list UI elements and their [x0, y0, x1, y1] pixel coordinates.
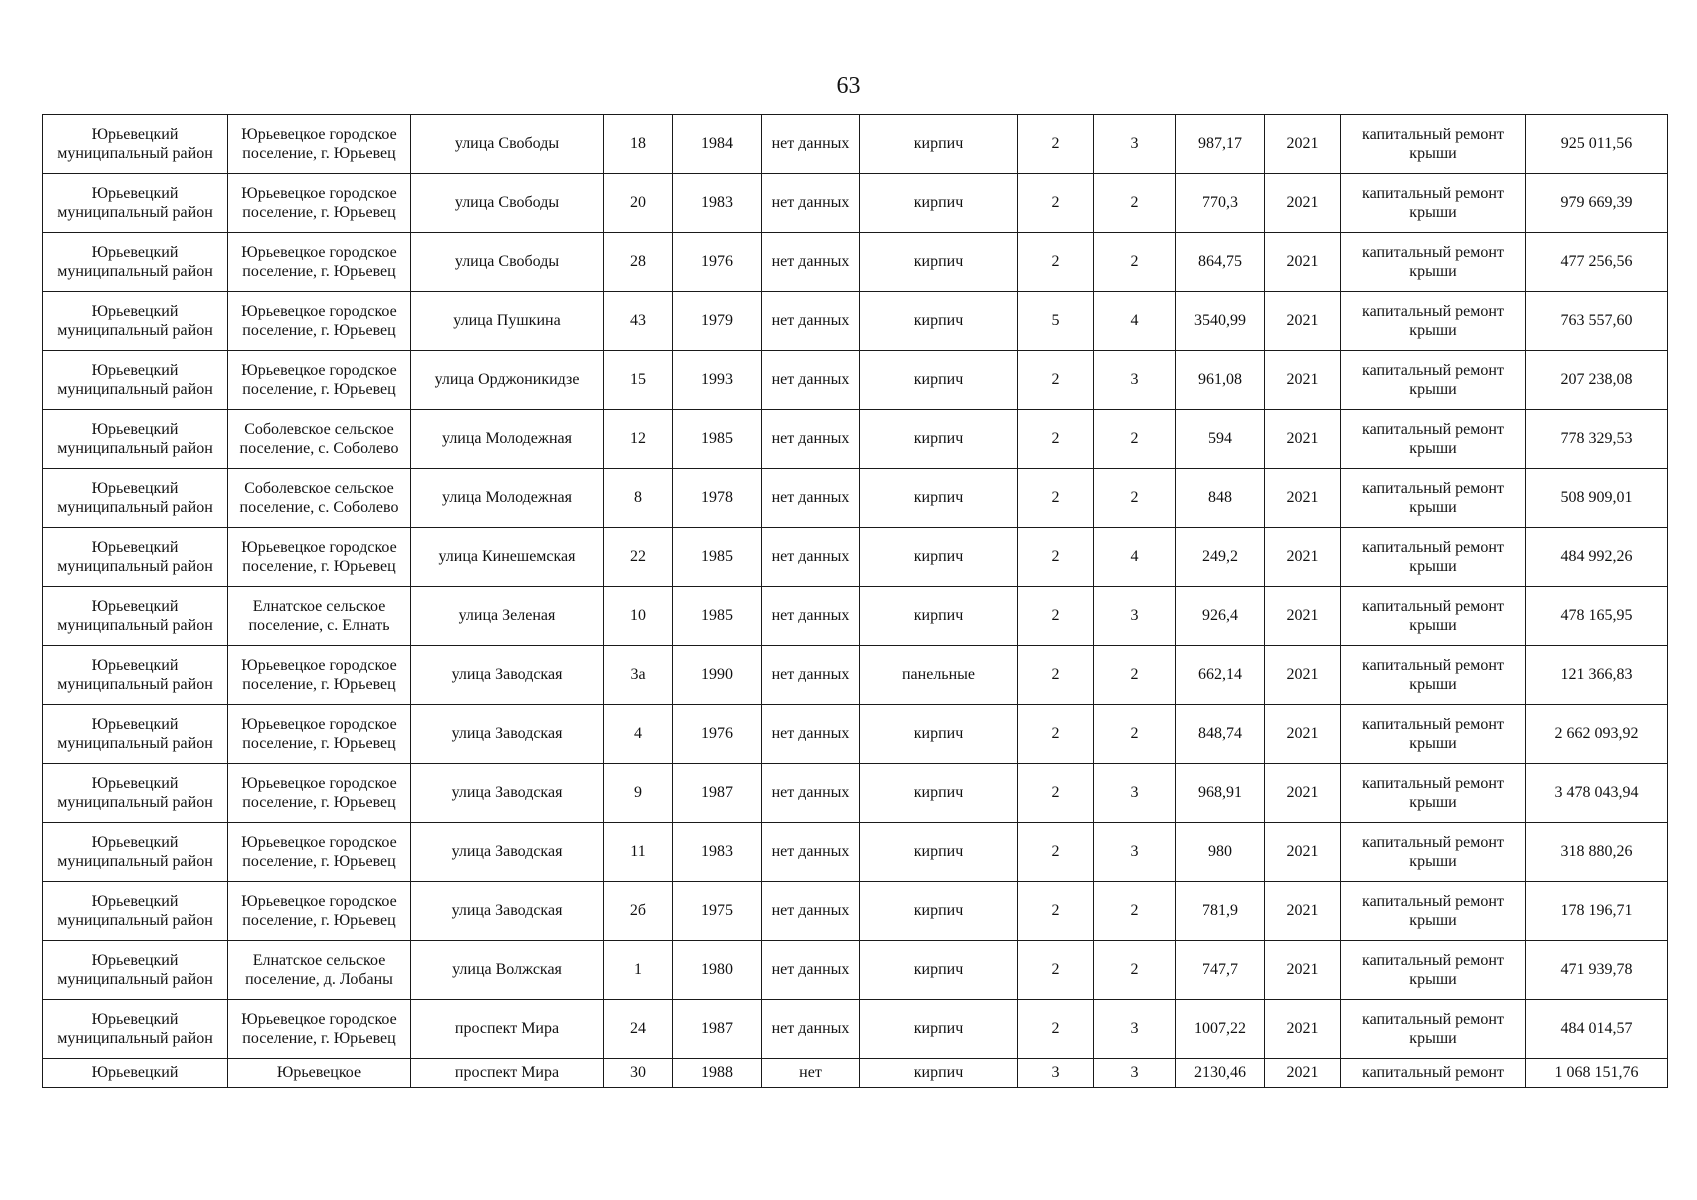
entrances-cell: 2	[1094, 882, 1176, 941]
floors-cell: 2	[1018, 941, 1094, 1000]
cost-cell: 484 992,26	[1526, 528, 1668, 587]
area-cell: 926,4	[1176, 587, 1265, 646]
area-cell: 848	[1176, 469, 1265, 528]
plan-year-cell: 2021	[1265, 587, 1341, 646]
plan-year-cell: 2021	[1265, 351, 1341, 410]
street-cell: улица Кинешемская	[411, 528, 604, 587]
table-row	[43, 882, 1668, 941]
house-number-cell: 43	[604, 292, 673, 351]
year-repair-cell: нет	[762, 1059, 860, 1088]
wall-material-cell: кирпич	[860, 351, 1018, 410]
entrances-cell: 3	[1094, 764, 1176, 823]
work-type-cell: капитальный ремонт крыши	[1341, 705, 1526, 764]
plan-year-cell: 2021	[1265, 410, 1341, 469]
year-built-cell: 1978	[673, 469, 762, 528]
district-cell: Юрьевецкий муниципальный район	[43, 410, 228, 469]
year-built-cell: 1990	[673, 646, 762, 705]
year-repair-cell: нет данных	[762, 233, 860, 292]
area-cell: 662,14	[1176, 646, 1265, 705]
wall-material-cell: кирпич	[860, 823, 1018, 882]
year-built-cell: 1979	[673, 292, 762, 351]
house-number-cell: 18	[604, 115, 673, 174]
plan-year-cell: 2021	[1265, 823, 1341, 882]
area-cell: 968,91	[1176, 764, 1265, 823]
area-cell: 594	[1176, 410, 1265, 469]
district-cell: Юрьевецкий муниципальный район	[43, 115, 228, 174]
plan-year-cell: 2021	[1265, 882, 1341, 941]
year-repair-cell: нет данных	[762, 705, 860, 764]
house-number-cell: 11	[604, 823, 673, 882]
entrances-cell: 2	[1094, 410, 1176, 469]
area-cell: 848,74	[1176, 705, 1265, 764]
floors-cell: 2	[1018, 115, 1094, 174]
wall-material-cell: кирпич	[860, 705, 1018, 764]
entrances-cell: 3	[1094, 587, 1176, 646]
street-cell: улица Орджоникидзе	[411, 351, 604, 410]
wall-material-cell: кирпич	[860, 174, 1018, 233]
plan-year-cell: 2021	[1265, 1000, 1341, 1059]
street-cell: проспект Мира	[411, 1059, 604, 1088]
cost-cell: 471 939,78	[1526, 941, 1668, 1000]
floors-cell: 5	[1018, 292, 1094, 351]
year-built-cell: 1993	[673, 351, 762, 410]
floors-cell: 2	[1018, 410, 1094, 469]
table-body	[43, 115, 1668, 1088]
district-cell: Юрьевецкий муниципальный район	[43, 587, 228, 646]
table-row	[43, 292, 1668, 351]
district-cell: Юрьевецкий	[43, 1059, 228, 1088]
work-type-cell: капитальный ремонт крыши	[1341, 646, 1526, 705]
year-built-cell: 1975	[673, 882, 762, 941]
floors-cell: 2	[1018, 705, 1094, 764]
district-cell: Юрьевецкий муниципальный район	[43, 764, 228, 823]
entrances-cell: 3	[1094, 1000, 1176, 1059]
settlement-cell: Юрьевецкое городское поселение, г. Юрьевец	[228, 1000, 411, 1059]
wall-material-cell: кирпич	[860, 882, 1018, 941]
cost-cell: 3 478 043,94	[1526, 764, 1668, 823]
entrances-cell: 2	[1094, 469, 1176, 528]
floors-cell: 2	[1018, 764, 1094, 823]
area-cell: 770,3	[1176, 174, 1265, 233]
area-cell: 747,7	[1176, 941, 1265, 1000]
plan-year-cell: 2021	[1265, 1059, 1341, 1088]
district-cell: Юрьевецкий муниципальный район	[43, 292, 228, 351]
settlement-cell: Юрьевецкое городское поселение, г. Юрьевец	[228, 823, 411, 882]
district-cell: Юрьевецкий муниципальный район	[43, 1000, 228, 1059]
floors-cell: 3	[1018, 1059, 1094, 1088]
work-type-cell: капитальный ремонт крыши	[1341, 233, 1526, 292]
street-cell: проспект Мира	[411, 1000, 604, 1059]
year-built-cell: 1985	[673, 528, 762, 587]
entrances-cell: 3	[1094, 351, 1176, 410]
settlement-cell: Юрьевецкое городское поселение, г. Юрьевец	[228, 764, 411, 823]
house-number-cell: 4	[604, 705, 673, 764]
table-row	[43, 174, 1668, 233]
floors-cell: 2	[1018, 351, 1094, 410]
cost-cell: 508 909,01	[1526, 469, 1668, 528]
entrances-cell: 2	[1094, 941, 1176, 1000]
district-cell: Юрьевецкий муниципальный район	[43, 528, 228, 587]
table-row	[43, 115, 1668, 174]
year-repair-cell: нет данных	[762, 174, 860, 233]
work-type-cell: капитальный ремонт крыши	[1341, 469, 1526, 528]
street-cell: улица Заводская	[411, 764, 604, 823]
table-row	[43, 823, 1668, 882]
cost-cell: 778 329,53	[1526, 410, 1668, 469]
wall-material-cell: кирпич	[860, 292, 1018, 351]
year-repair-cell: нет данных	[762, 410, 860, 469]
table-row	[43, 646, 1668, 705]
settlement-cell: Юрьевецкое городское поселение, г. Юрьевец	[228, 646, 411, 705]
entrances-cell: 4	[1094, 292, 1176, 351]
work-type-cell: капитальный ремонт крыши	[1341, 823, 1526, 882]
house-number-cell: 1	[604, 941, 673, 1000]
district-cell: Юрьевецкий муниципальный район	[43, 174, 228, 233]
settlement-cell: Елнатское сельское поселение, с. Елнать	[228, 587, 411, 646]
cost-cell: 925 011,56	[1526, 115, 1668, 174]
cost-cell: 207 238,08	[1526, 351, 1668, 410]
entrances-cell: 3	[1094, 823, 1176, 882]
plan-year-cell: 2021	[1265, 115, 1341, 174]
area-cell: 980	[1176, 823, 1265, 882]
floors-cell: 2	[1018, 646, 1094, 705]
house-number-cell: 3а	[604, 646, 673, 705]
wall-material-cell: кирпич	[860, 115, 1018, 174]
settlement-cell: Соболевское сельское поселение, с. Соболево	[228, 410, 411, 469]
floors-cell: 2	[1018, 233, 1094, 292]
plan-year-cell: 2021	[1265, 233, 1341, 292]
house-number-cell: 30	[604, 1059, 673, 1088]
floors-cell: 2	[1018, 823, 1094, 882]
house-number-cell: 2б	[604, 882, 673, 941]
entrances-cell: 2	[1094, 174, 1176, 233]
settlement-cell: Юрьевецкое городское поселение, г. Юрьевец	[228, 351, 411, 410]
work-type-cell: капитальный ремонт крыши	[1341, 587, 1526, 646]
floors-cell: 2	[1018, 174, 1094, 233]
cost-cell: 484 014,57	[1526, 1000, 1668, 1059]
district-cell: Юрьевецкий муниципальный район	[43, 941, 228, 1000]
work-type-cell: капитальный ремонт крыши	[1341, 292, 1526, 351]
year-repair-cell: нет данных	[762, 115, 860, 174]
district-cell: Юрьевецкий муниципальный район	[43, 705, 228, 764]
work-type-cell: капитальный ремонт крыши	[1341, 1000, 1526, 1059]
wall-material-cell: кирпич	[860, 233, 1018, 292]
year-built-cell: 1987	[673, 1000, 762, 1059]
table-row	[43, 764, 1668, 823]
cost-cell: 2 662 093,92	[1526, 705, 1668, 764]
year-repair-cell: нет данных	[762, 646, 860, 705]
cost-cell: 121 366,83	[1526, 646, 1668, 705]
year-repair-cell: нет данных	[762, 351, 860, 410]
wall-material-cell: кирпич	[860, 528, 1018, 587]
year-repair-cell: нет данных	[762, 941, 860, 1000]
settlement-cell: Юрьевецкое городское поселение, г. Юрьевец	[228, 705, 411, 764]
entrances-cell: 2	[1094, 705, 1176, 764]
house-number-cell: 22	[604, 528, 673, 587]
district-cell: Юрьевецкий муниципальный район	[43, 351, 228, 410]
street-cell: улица Заводская	[411, 646, 604, 705]
settlement-cell: Юрьевецкое городское поселение, г. Юрьевец	[228, 292, 411, 351]
plan-year-cell: 2021	[1265, 705, 1341, 764]
settlement-cell: Юрьевецкое городское поселение, г. Юрьевец	[228, 174, 411, 233]
year-built-cell: 1987	[673, 764, 762, 823]
plan-year-cell: 2021	[1265, 292, 1341, 351]
table-row	[43, 1059, 1668, 1088]
floors-cell: 2	[1018, 469, 1094, 528]
area-cell: 987,17	[1176, 115, 1265, 174]
year-built-cell: 1976	[673, 233, 762, 292]
house-number-cell: 20	[604, 174, 673, 233]
table-row	[43, 705, 1668, 764]
street-cell: улица Волжская	[411, 941, 604, 1000]
housing-repair-table	[42, 114, 1668, 1088]
table-row	[43, 587, 1668, 646]
plan-year-cell: 2021	[1265, 174, 1341, 233]
area-cell: 864,75	[1176, 233, 1265, 292]
house-number-cell: 10	[604, 587, 673, 646]
settlement-cell: Соболевское сельское поселение, с. Соболево	[228, 469, 411, 528]
year-built-cell: 1980	[673, 941, 762, 1000]
plan-year-cell: 2021	[1265, 469, 1341, 528]
cost-cell: 477 256,56	[1526, 233, 1668, 292]
settlement-cell: Юрьевецкое городское поселение, г. Юрьевец	[228, 233, 411, 292]
work-type-cell: капитальный ремонт крыши	[1341, 941, 1526, 1000]
floors-cell: 2	[1018, 528, 1094, 587]
year-built-cell: 1983	[673, 174, 762, 233]
plan-year-cell: 2021	[1265, 764, 1341, 823]
table-row	[43, 469, 1668, 528]
street-cell: улица Свободы	[411, 115, 604, 174]
page-number: 63	[836, 73, 861, 99]
street-cell: улица Пушкина	[411, 292, 604, 351]
table-row	[43, 528, 1668, 587]
wall-material-cell: кирпич	[860, 469, 1018, 528]
street-cell: улица Заводская	[411, 882, 604, 941]
work-type-cell: капитальный ремонт крыши	[1341, 410, 1526, 469]
floors-cell: 2	[1018, 1000, 1094, 1059]
entrances-cell: 3	[1094, 115, 1176, 174]
year-repair-cell: нет данных	[762, 823, 860, 882]
wall-material-cell: кирпич	[860, 410, 1018, 469]
street-cell: улица Молодежная	[411, 469, 604, 528]
floors-cell: 2	[1018, 882, 1094, 941]
entrances-cell: 3	[1094, 1059, 1176, 1088]
district-cell: Юрьевецкий муниципальный район	[43, 646, 228, 705]
cost-cell: 178 196,71	[1526, 882, 1668, 941]
wall-material-cell: кирпич	[860, 941, 1018, 1000]
year-built-cell: 1984	[673, 115, 762, 174]
area-cell: 1007,22	[1176, 1000, 1265, 1059]
table-row	[43, 410, 1668, 469]
street-cell: улица Молодежная	[411, 410, 604, 469]
house-number-cell: 24	[604, 1000, 673, 1059]
plan-year-cell: 2021	[1265, 941, 1341, 1000]
year-repair-cell: нет данных	[762, 764, 860, 823]
area-cell: 961,08	[1176, 351, 1265, 410]
area-cell: 249,2	[1176, 528, 1265, 587]
settlement-cell: Юрьевецкое городское поселение, г. Юрьевец	[228, 115, 411, 174]
house-number-cell: 12	[604, 410, 673, 469]
cost-cell: 763 557,60	[1526, 292, 1668, 351]
year-repair-cell: нет данных	[762, 469, 860, 528]
district-cell: Юрьевецкий муниципальный район	[43, 882, 228, 941]
year-repair-cell: нет данных	[762, 587, 860, 646]
work-type-cell: капитальный ремонт крыши	[1341, 764, 1526, 823]
house-number-cell: 9	[604, 764, 673, 823]
area-cell: 781,9	[1176, 882, 1265, 941]
entrances-cell: 2	[1094, 646, 1176, 705]
house-number-cell: 28	[604, 233, 673, 292]
area-cell: 2130,46	[1176, 1059, 1265, 1088]
district-cell: Юрьевецкий муниципальный район	[43, 233, 228, 292]
wall-material-cell: кирпич	[860, 1059, 1018, 1088]
street-cell: улица Заводская	[411, 705, 604, 764]
table-row	[43, 1000, 1668, 1059]
entrances-cell: 2	[1094, 233, 1176, 292]
year-built-cell: 1985	[673, 587, 762, 646]
street-cell: улица Свободы	[411, 233, 604, 292]
street-cell: улица Заводская	[411, 823, 604, 882]
work-type-cell: капитальный ремонт крыши	[1341, 351, 1526, 410]
plan-year-cell: 2021	[1265, 646, 1341, 705]
floors-cell: 2	[1018, 587, 1094, 646]
work-type-cell: капитальный ремонт крыши	[1341, 528, 1526, 587]
wall-material-cell: кирпич	[860, 1000, 1018, 1059]
entrances-cell: 4	[1094, 528, 1176, 587]
district-cell: Юрьевецкий муниципальный район	[43, 823, 228, 882]
settlement-cell: Юрьевецкое городское поселение, г. Юрьевец	[228, 882, 411, 941]
settlement-cell: Юрьевецкое городское поселение, г. Юрьевец	[228, 528, 411, 587]
work-type-cell: капитальный ремонт крыши	[1341, 174, 1526, 233]
house-number-cell: 8	[604, 469, 673, 528]
year-repair-cell: нет данных	[762, 292, 860, 351]
street-cell: улица Свободы	[411, 174, 604, 233]
year-built-cell: 1988	[673, 1059, 762, 1088]
work-type-cell: капитальный ремонт	[1341, 1059, 1526, 1088]
district-cell: Юрьевецкий муниципальный район	[43, 469, 228, 528]
table-row	[43, 351, 1668, 410]
year-built-cell: 1976	[673, 705, 762, 764]
settlement-cell: Юрьевецкое	[228, 1059, 411, 1088]
year-built-cell: 1985	[673, 410, 762, 469]
settlement-cell: Елнатское сельское поселение, д. Лобаны	[228, 941, 411, 1000]
street-cell: улица Зеленая	[411, 587, 604, 646]
cost-cell: 318 880,26	[1526, 823, 1668, 882]
wall-material-cell: панельные	[860, 646, 1018, 705]
work-type-cell: капитальный ремонт крыши	[1341, 882, 1526, 941]
year-repair-cell: нет данных	[762, 1000, 860, 1059]
cost-cell: 979 669,39	[1526, 174, 1668, 233]
work-type-cell: капитальный ремонт крыши	[1341, 115, 1526, 174]
year-repair-cell: нет данных	[762, 882, 860, 941]
wall-material-cell: кирпич	[860, 764, 1018, 823]
wall-material-cell: кирпич	[860, 587, 1018, 646]
year-repair-cell: нет данных	[762, 528, 860, 587]
table-row	[43, 233, 1668, 292]
table-row	[43, 941, 1668, 1000]
cost-cell: 478 165,95	[1526, 587, 1668, 646]
cost-cell: 1 068 151,76	[1526, 1059, 1668, 1088]
area-cell: 3540,99	[1176, 292, 1265, 351]
house-number-cell: 15	[604, 351, 673, 410]
plan-year-cell: 2021	[1265, 528, 1341, 587]
year-built-cell: 1983	[673, 823, 762, 882]
